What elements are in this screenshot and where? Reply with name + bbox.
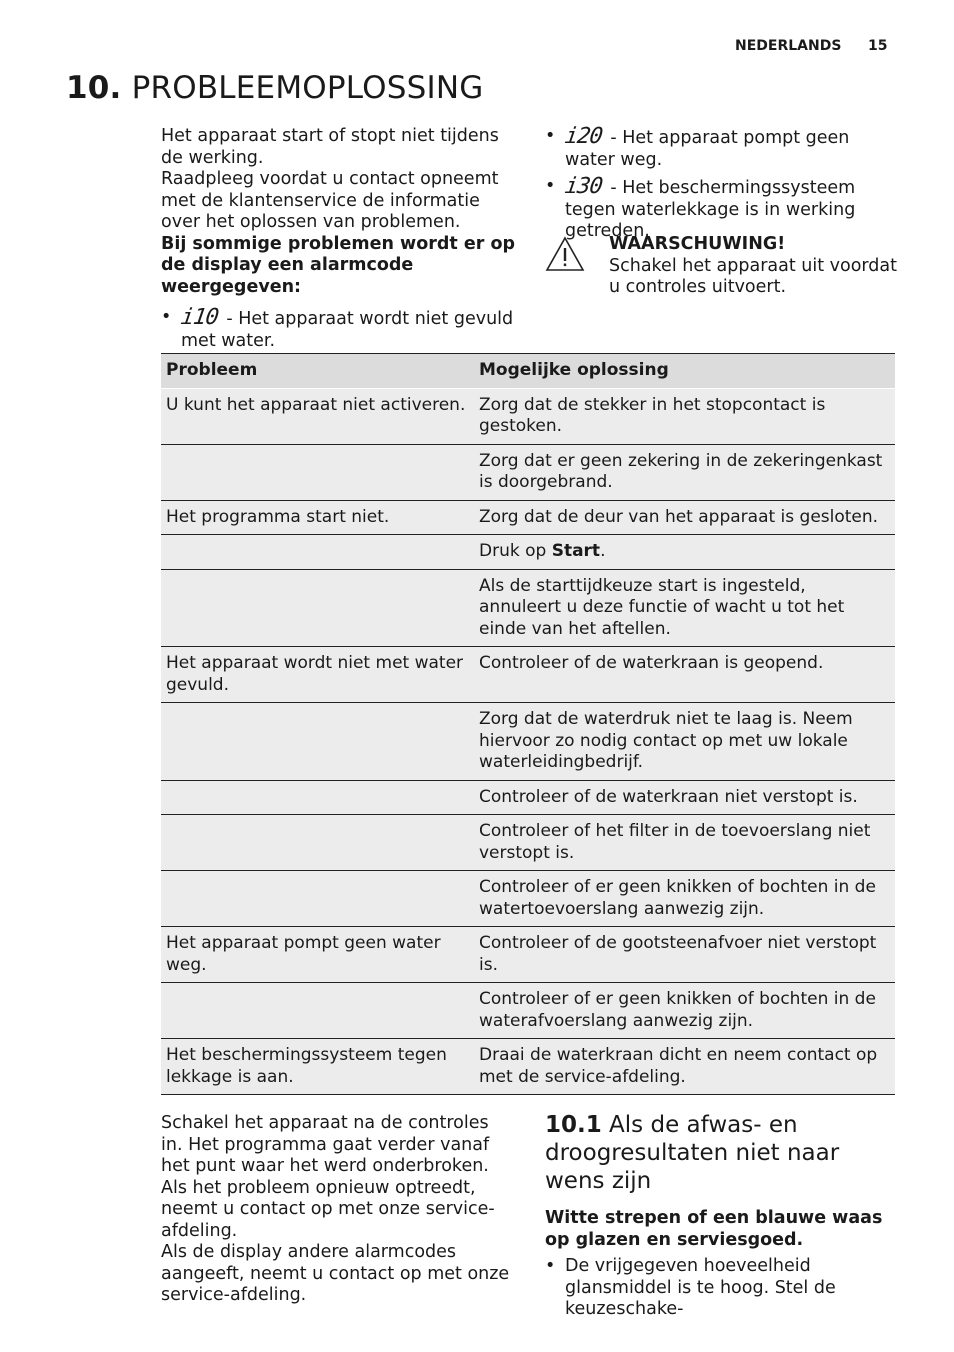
column-header-problem: Probleem (161, 354, 474, 389)
table-row (161, 1039, 895, 1095)
solution-cell: Zorg dat de stekker in het stopcontact is gestoken. (474, 388, 895, 444)
table-row (161, 500, 895, 535)
problem-cell (161, 569, 474, 647)
chapter-title-text: PROBLEEMOPLOSSING (131, 70, 484, 106)
chapter-title (66, 70, 483, 106)
problem-cell (161, 444, 474, 500)
table-row (161, 703, 895, 781)
table-row (161, 983, 895, 1039)
table-row (161, 569, 895, 647)
table-row (161, 535, 895, 570)
alarm-codes-right (545, 126, 900, 243)
intro-line: Het apparaat start of stopt niet tijdens de werking. (161, 126, 499, 168)
table-row (161, 647, 895, 703)
subheading: Witte strepen of een blauwe waas op glazen en serviesgoed. (545, 1208, 883, 1250)
problem-cell: Het apparaat pompt geen water weg. (161, 927, 474, 983)
chapter-number: 10. (66, 70, 122, 106)
table-row (161, 780, 895, 815)
solution-cell: Draai de waterkraan dicht en neem contact op met de service-afdeling. (474, 1039, 895, 1095)
section-title: Als de afwas- en droogresultaten niet naar wens zijn (545, 1112, 840, 1194)
problem-cell (161, 535, 474, 570)
after-table-line: Schakel het apparaat na de controles in. Het programma gaat verder vanaf het punt waar het werd onderbroken. (161, 1113, 490, 1176)
table-row (161, 927, 895, 983)
solution-cell: Controleer of de waterkraan niet verstopt is. (474, 780, 895, 815)
troubleshooting-table (161, 353, 895, 1095)
warning-box (609, 234, 899, 299)
table-row (161, 815, 895, 871)
problem-cell: Het apparaat wordt niet met water gevuld. (161, 647, 474, 703)
after-table-text (161, 1113, 511, 1307)
alarm-code-display: i10 (179, 305, 220, 330)
alarm-code-display: i30 (563, 174, 604, 199)
alarm-code-text: - Het beschermingssysteem tegen waterlekkage is in werking getreden. (565, 178, 856, 241)
table-row (161, 388, 895, 444)
warning-title: WAARSCHUWING! (609, 234, 786, 254)
solution-cell: Controleer of er geen knikken of bochten in de watertoevoerslang aanwezig zijn. (474, 871, 895, 927)
problem-cell (161, 983, 474, 1039)
solution-suffix: . (600, 541, 606, 561)
solution-cell: Zorg dat de waterdruk niet te laag is. Neem hiervoor zo nodig contact op met uw lokale waterleidingbedrijf. (474, 703, 895, 781)
table-row (161, 444, 895, 500)
solution-cell: Zorg dat er geen zekering in de zekeringenkast is doorgebrand. (474, 444, 895, 500)
alarm-code-text: - Het apparaat pompt geen water weg. (565, 128, 850, 170)
alarm-code-text: - Het apparaat wordt niet gevuld met water. (181, 309, 514, 351)
problem-cell: Het programma start niet. (161, 500, 474, 535)
table-header-row (161, 354, 895, 389)
warning-text: Schakel het apparaat uit voordat u controles uitvoert. (609, 255, 897, 297)
after-table-line: Als het probleem opnieuw optreedt, neemt u contact op met onze service-afdeling. (161, 1177, 495, 1241)
page-number: 15 (868, 38, 888, 54)
alarm-note: Bij sommige problemen wordt er op de display een alarmcode weergegeven: (161, 233, 515, 297)
alarm-code-item (545, 176, 900, 243)
problem-cell: U kunt het apparaat niet activeren. (161, 388, 474, 444)
solution-cell: Zorg dat de deur van het apparaat is gesloten. (474, 500, 895, 535)
solution-cell (474, 535, 895, 570)
alarm-code-display: i20 (563, 124, 604, 149)
solution-prefix: Druk op (479, 541, 552, 561)
start-button-label: Start (551, 541, 601, 561)
header-language: NEDERLANDS (735, 38, 842, 54)
solution-cell: Als de starttijdkeuze start is ingesteld, annuleert u deze functie of wacht u tot het einde van het aftellen. (474, 569, 895, 647)
solution-cell: Controleer of het filter in de toevoerslang niet verstopt is. (474, 815, 895, 871)
warning-triangle-icon (545, 236, 585, 272)
table-row (161, 871, 895, 927)
solution-cell: Controleer of de waterkraan is geopend. (474, 647, 895, 703)
alarm-code-item (545, 126, 900, 171)
section-body (545, 1208, 895, 1321)
intro-block (161, 126, 521, 352)
solution-cell: Controleer of er geen knikken of bochten in de waterafvoerslang aanwezig zijn. (474, 983, 895, 1039)
problem-cell (161, 871, 474, 927)
after-table-line: Als de display andere alarmcodes aangeeft, neemt u contact op met onze service-afdeling. (161, 1242, 510, 1305)
column-header-solution: Mogelijke oplossing (474, 354, 895, 389)
alarm-code-item (161, 307, 521, 352)
problem-cell (161, 703, 474, 781)
solution-cell: Controleer of de gootsteenafvoer niet verstopt is. (474, 927, 895, 983)
list-item: • De vrijgegeven hoeveelheid glansmiddel is te hoog. Stel de keuzeschake- (545, 1256, 895, 1321)
section-heading (545, 1111, 885, 1195)
section-number: 10.1 (545, 1112, 602, 1138)
problem-cell (161, 815, 474, 871)
problem-cell (161, 780, 474, 815)
problem-cell: Het beschermingssysteem tegen lekkage is aan. (161, 1039, 474, 1095)
intro-line: Raadpleeg voordat u contact opneemt met de klantenservice de informatie over het oplossen van problemen. (161, 169, 499, 232)
